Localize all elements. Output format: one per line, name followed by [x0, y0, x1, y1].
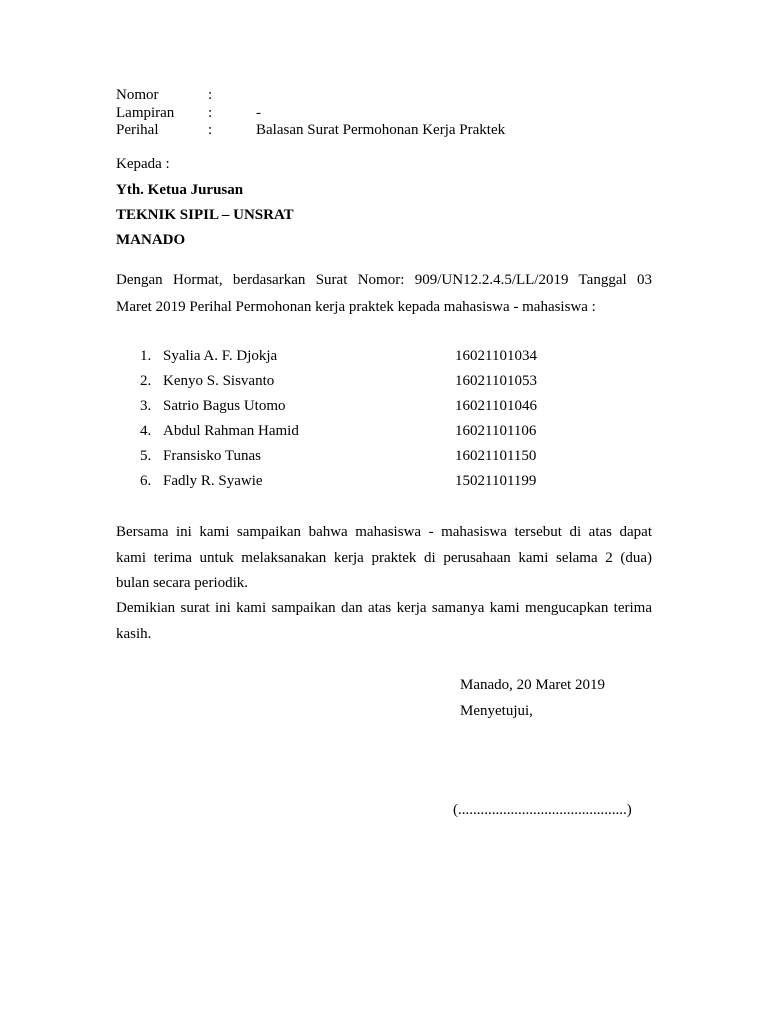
opening-line-2: Maret 2019 Perihal Permohonan kerja praktek kepada mahasiswa - mahasiswa :: [116, 299, 596, 315]
recipient-title: Yth. Ketua Jurusan: [116, 182, 244, 198]
student-nim: 16021101046: [455, 398, 537, 414]
signature-blank: (.............................................): [453, 802, 632, 818]
student-name: Kenyo S. Sisvanto: [163, 373, 275, 389]
body-line-5: kasih.: [116, 626, 152, 642]
student-number: 6.: [140, 473, 152, 489]
body-line-2: kami terima untuk melaksanakan kerja praktek di perusahaan kami selama 2 (dua): [116, 550, 652, 566]
perihal-label: Perihal: [116, 122, 159, 138]
list-item: [0, 372, 768, 390]
recipient-city: MANADO: [116, 232, 186, 248]
perihal-value: Balasan Surat Permohonan Kerja Praktek: [256, 122, 506, 138]
lampiran-value: -: [256, 105, 261, 121]
list-item: [0, 472, 768, 490]
body-line-4: Demikian surat ini kami sampaikan dan atas kerja samanya kami mengucapkan terima: [116, 600, 652, 616]
recipient-department: TEKNIK SIPIL – UNSRAT: [116, 207, 294, 223]
student-number: 2.: [140, 373, 152, 389]
perihal-colon: :: [208, 122, 213, 138]
student-name: Fadly R. Syawie: [163, 473, 263, 489]
student-number: 3.: [140, 398, 152, 414]
student-name: Abdul Rahman Hamid: [163, 423, 299, 439]
place-date: Manado, 20 Maret 2019: [460, 677, 605, 693]
student-name: Syalia A. F. Djokja: [163, 348, 278, 364]
student-number: 4.: [140, 423, 152, 439]
student-number: 5.: [140, 448, 152, 464]
opening-line-1: Dengan Hormat, berdasarkan Surat Nomor: 909/UN12.2.4.5/LL/2019 Tanggal 03: [116, 272, 652, 288]
list-item: [0, 422, 768, 440]
nomor-label: Nomor: [116, 87, 159, 103]
lampiran-colon: :: [208, 105, 213, 121]
list-item: [0, 397, 768, 415]
nomor-colon: :: [208, 87, 213, 103]
kepada-label: Kepada :: [116, 156, 170, 172]
student-nim: 16021101034: [455, 348, 537, 364]
student-nim: 16021101053: [455, 373, 537, 389]
list-item: [0, 347, 768, 365]
list-item: [0, 447, 768, 465]
student-name: Satrio Bagus Utomo: [163, 398, 286, 414]
body-line-1: Bersama ini kami sampaikan bahwa mahasiswa - mahasiswa tersebut di atas dapat: [116, 524, 652, 540]
lampiran-label: Lampiran: [116, 105, 175, 121]
student-number: 1.: [140, 348, 152, 364]
body-line-3: bulan secara periodik.: [116, 575, 249, 591]
student-nim: 16021101150: [455, 448, 537, 464]
approval-label: Menyetujui,: [460, 703, 533, 719]
student-nim: 15021101199: [455, 473, 537, 489]
student-nim: 16021101106: [455, 423, 537, 439]
student-name: Fransisko Tunas: [163, 448, 261, 464]
